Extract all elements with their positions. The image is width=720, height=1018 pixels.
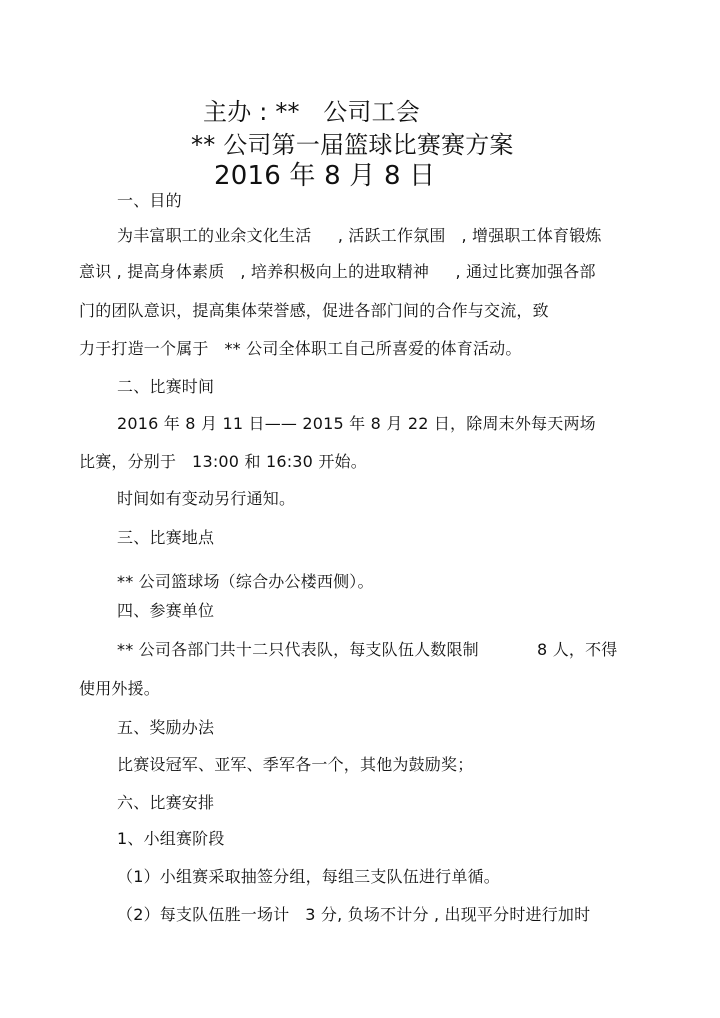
paragraph-line: ** 公司篮球场（综合办公楼西侧）。 xyxy=(117,572,374,591)
paragraph-line: 使用外援。 xyxy=(79,679,161,698)
paragraph-line: 比赛，分别于 13:00 和 16:30 开始。 xyxy=(79,452,367,471)
paragraph-line: （2）每支队伍胜一场计 3 分, 负场不计分 , 出现平分时进行加时 xyxy=(117,905,591,924)
paragraph-line: ** 公司各部门共十二只代表队，每支队伍人数限制 8 人，不得 xyxy=(117,640,618,659)
paragraph-line: 门的团队意识，提高集体荣誉感，促进各部门间的合作与交流，致 xyxy=(79,301,549,320)
paragraph-line: 为丰富职工的业余文化生活 , 活跃工作氛围 , 增强职工体育锻炼 xyxy=(117,226,602,245)
paragraph-line: 意识 , 提高身体素质 , 培养积极向上的进取精神 , 通过比赛加强各部 xyxy=(79,262,596,281)
paragraph-line: 时间如有变动另行通知。 xyxy=(117,489,296,508)
section-heading-participants: 四、参赛单位 xyxy=(117,601,215,620)
paragraph-line: 2016 年 8 月 11 日—— 2015 年 8 月 22 日，除周末外每天两场 xyxy=(117,414,596,433)
document-title: ** 公司第一届篮球比赛赛方案 xyxy=(191,131,514,159)
section-heading-schedule: 六、比赛安排 xyxy=(117,793,215,812)
section-heading-venue: 三、比赛地点 xyxy=(117,528,215,547)
document-date: 2016 年 8 月 8 日 xyxy=(214,161,436,191)
subsection-heading-group-stage: 1、小组赛阶段 xyxy=(117,829,225,848)
paragraph-line: 比赛设冠军、亚军、季军各一个，其他为鼓励奖； xyxy=(117,755,474,774)
section-heading-awards: 五、奖励办法 xyxy=(117,718,215,737)
paragraph-line: （1）小组赛采取抽签分组，每组三支队伍进行单循。 xyxy=(117,867,500,886)
section-heading-purpose: 一、目的 xyxy=(117,191,182,210)
section-heading-time: 二、比赛时间 xyxy=(117,377,215,396)
paragraph-line: 力于打造一个属于 ** 公司全体职工自己所喜爱的体育活动。 xyxy=(79,339,522,358)
organizer-line: 主办 : ** 公司工会 xyxy=(203,98,421,126)
